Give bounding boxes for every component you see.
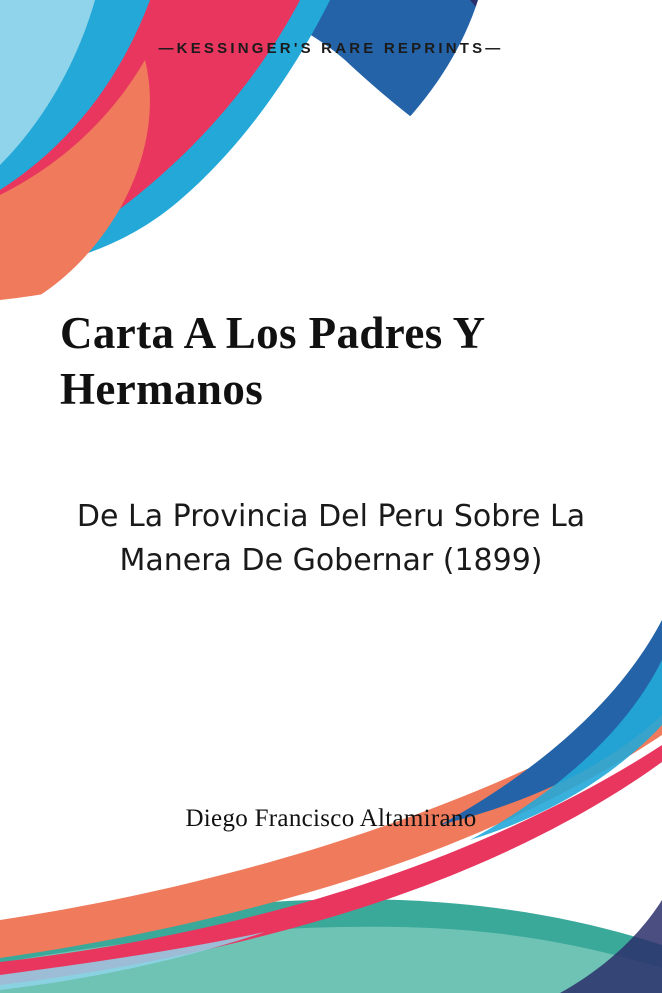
imprint-text: —KESSINGER'S RARE REPRINTS—: [158, 40, 504, 57]
subtitle-block: [60, 495, 602, 582]
page-title: Carta A Los Padres Y Hermanos: [60, 308, 484, 415]
author-name: Diego Francisco Altamirano: [185, 805, 477, 832]
page-subtitle: De La Provincia Del Peru Sobre La Manera De Gobernar (1899): [76, 499, 586, 578]
title-block: [60, 305, 602, 418]
author-block: [60, 805, 602, 833]
publisher-imprint: [0, 40, 662, 58]
